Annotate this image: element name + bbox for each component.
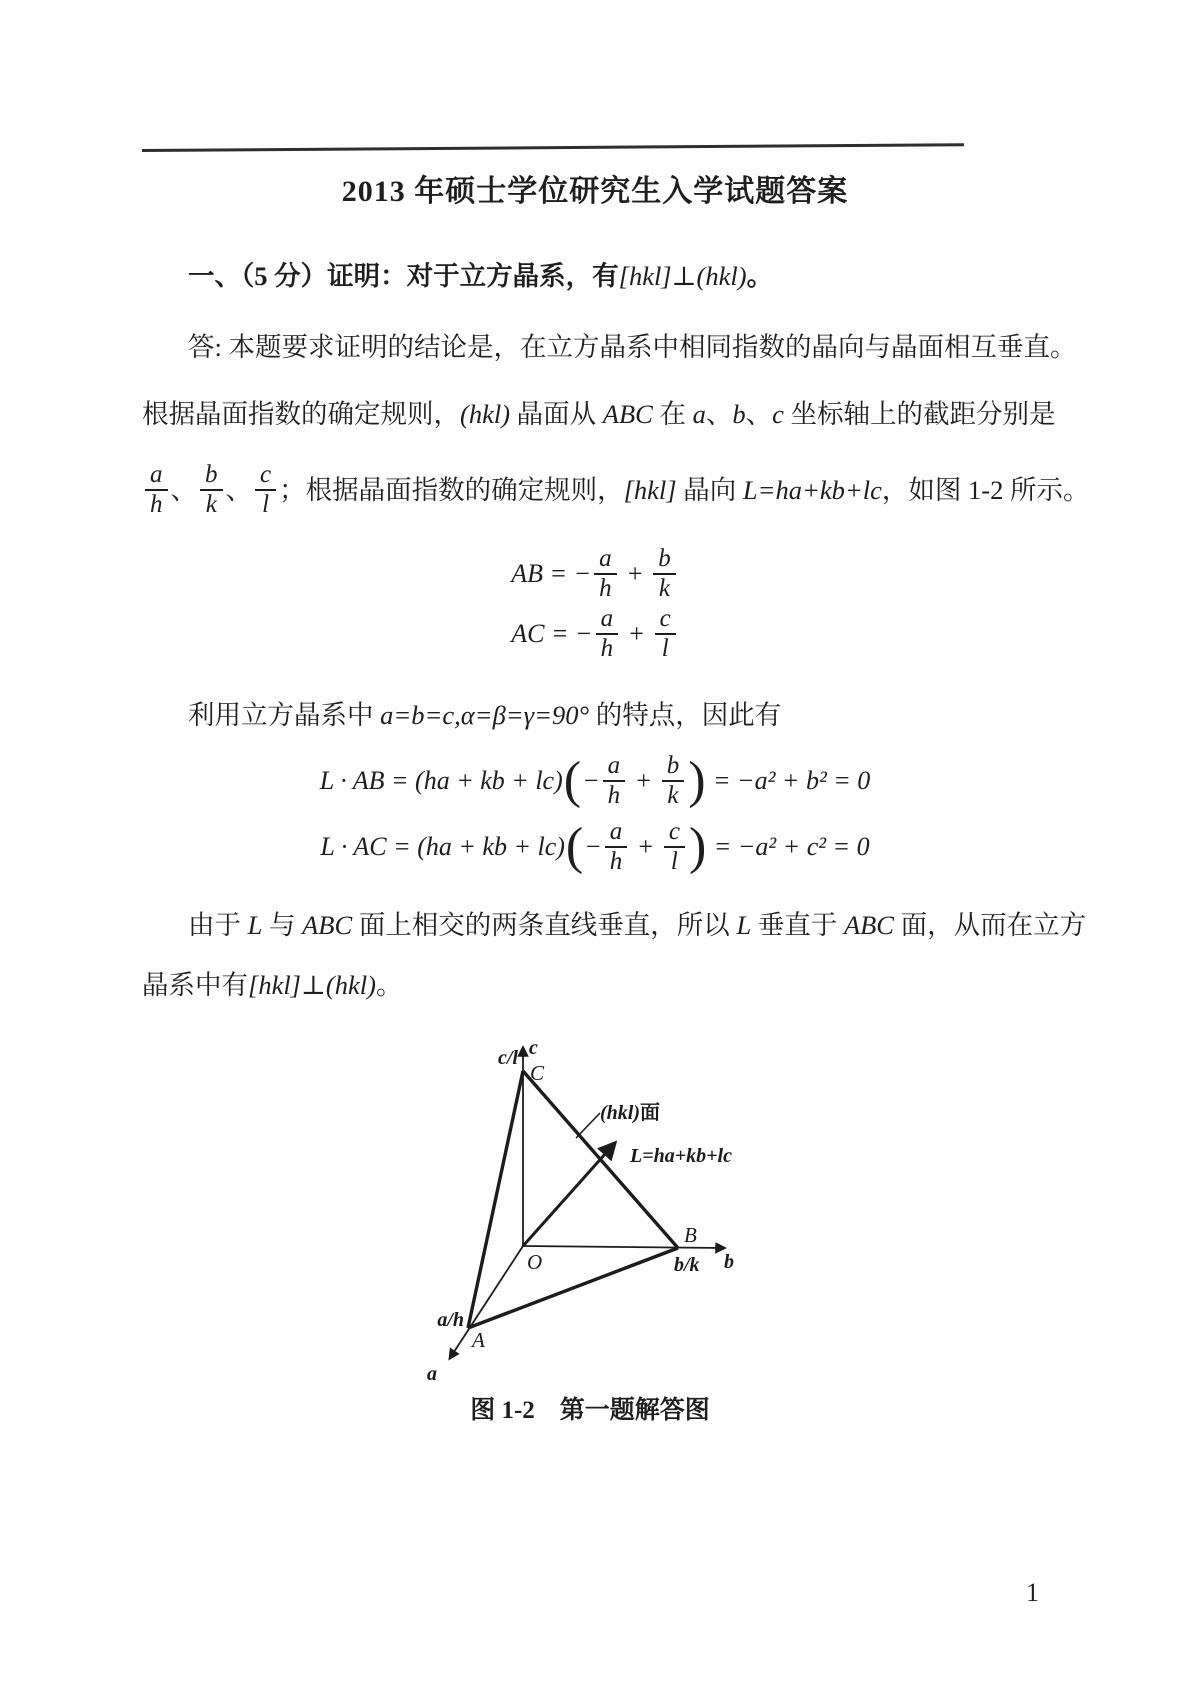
text-segment: a=b=c,α=β=γ=90° — [380, 700, 590, 730]
text-segment: ；根据晶面指数的确定规则， — [279, 474, 624, 505]
text-segment: 、 — [170, 474, 197, 505]
text-segment: 。 — [746, 261, 774, 291]
fraction: $\frac{a}{h}$ — [145, 462, 168, 519]
text-segment: c — [772, 399, 784, 429]
text-segment: + — [619, 559, 651, 589]
page-number: 1 — [1026, 1578, 1039, 1607]
text-segment: = −a² + c² = 0 — [707, 832, 870, 862]
text-segment: b — [732, 399, 746, 429]
text-segment: + — [628, 766, 659, 796]
text-segment: L — [736, 910, 752, 940]
fraction: $\frac{b}{k}$ — [662, 753, 685, 810]
text-segment: − — [584, 832, 602, 862]
text-segment: [hkl]⊥(hkl) — [248, 970, 376, 1000]
text-segment: (ha + kb + lc) — [415, 766, 563, 796]
header-rule — [142, 143, 964, 152]
label-c-axis: c — [529, 1037, 538, 1059]
page-title: 2013 年硕士学位研究生入学试题答案 — [341, 175, 849, 208]
text-segment: + — [630, 832, 661, 862]
label-point-c: C — [530, 1061, 545, 1085]
triangle-edge-ab — [468, 1248, 678, 1328]
text-segment: 垂直于 — [751, 910, 844, 940]
question-heading — [188, 260, 773, 293]
fraction: $\frac{b}{k}$ — [653, 546, 676, 603]
plane-label-leader-line — [576, 1113, 600, 1138]
a-axis-line — [450, 1246, 523, 1358]
text-segment: L · AB = — [319, 766, 416, 796]
text-segment: (hkl) — [460, 399, 511, 429]
text-segment: (ha + kb + lc) — [417, 832, 565, 862]
formula-ac — [0, 606, 1190, 663]
fraction: $\frac{c}{l}$ — [255, 462, 276, 519]
text-segment: 、 — [705, 399, 733, 429]
text-segment: L — [247, 910, 263, 940]
text-segment: + — [621, 619, 652, 649]
text-segment: 晶系中有 — [142, 970, 248, 1000]
text-segment: 晶面从 — [510, 399, 603, 429]
text-segment: = −a² + b² = 0 — [706, 766, 871, 796]
label-origin: O — [527, 1250, 543, 1274]
text-segment: [hkl] — [623, 474, 677, 505]
answer-paragraph-5-conclusion — [188, 909, 1086, 942]
text-segment: 坐标轴上的截距分别是 — [783, 399, 1056, 429]
label-c-intercept: c/l — [498, 1047, 518, 1069]
text-segment: a — [692, 399, 706, 429]
fraction: $\frac{a}{h}$ — [594, 546, 617, 603]
label-hkl-plane: (hkl)面 — [600, 1102, 660, 1124]
text-segment: 、 — [225, 474, 252, 505]
fraction: $\frac{c}{l}$ — [655, 606, 676, 663]
text-segment: 晶向 — [676, 474, 743, 505]
text-segment: ABC — [302, 910, 353, 940]
text-segment: L=ha+kb+lc — [742, 474, 882, 505]
label-b-intercept: b/k — [674, 1254, 700, 1276]
formula-l-dot-ab: L · AB = (ha + kb + lc) ( − $\frac{a}{h}$ + $\frac{b}{k}$ ) = −a² + b² = 0 — [319, 752, 871, 810]
fraction: $\frac{a}{h}$ — [603, 753, 626, 810]
label-point-a: A — [472, 1328, 485, 1352]
answer-paragraph-6-conclusion-end — [142, 969, 402, 1002]
formula-ab — [0, 546, 1190, 603]
formula-l-dot-ac: L · AC = (ha + kb + lc) ( − $\frac{a}{h}$ + $\frac{c}{l}$ ) = −a² + c² = 0 — [320, 818, 870, 876]
text-segment: 与 — [262, 910, 303, 940]
label-a-intercept: a/h — [437, 1309, 464, 1331]
text-segment: 的特点，因此有 — [589, 700, 782, 730]
text-segment: 由于 — [188, 910, 248, 940]
text-segment: ABC — [843, 910, 894, 940]
text-segment: 利用立方晶系中 — [188, 700, 381, 730]
direction-l-arrow — [523, 1144, 614, 1246]
text-segment: − — [582, 766, 600, 796]
label-b-axis: b — [724, 1251, 734, 1273]
label-point-b: B — [684, 1223, 697, 1247]
fraction: $\frac{a}{h}$ — [605, 819, 628, 876]
text-segment: 一、（5 分）证明：对于立方晶系，有 — [188, 261, 619, 291]
text-segment: [hkl]⊥(hkl) — [618, 261, 747, 291]
figure-caption: 图 1-2 第一题解答图 — [470, 1397, 710, 1424]
text-segment: 根据晶面指数的确定规则， — [142, 399, 460, 429]
text-segment: ABC — [602, 399, 653, 429]
figure-1-2-diagram — [380, 1028, 760, 1388]
answer-paragraph-4-cubic-property — [188, 699, 781, 732]
text-segment: 在 — [652, 399, 693, 429]
text-segment: AB = − — [511, 559, 592, 589]
fraction: $\frac{a}{h}$ — [596, 606, 619, 663]
label-a-axis: a — [427, 1363, 437, 1385]
text-segment: 面，从而在立方 — [894, 910, 1087, 940]
text-segment: AC = − — [511, 619, 593, 649]
answer-paragraph-2 — [142, 398, 1055, 431]
text-segment: ，如图 1-2 所示。 — [881, 474, 1090, 505]
text-segment: L · AC = — [320, 832, 418, 862]
answer-paragraph-3-intercepts — [142, 462, 1089, 519]
text-segment: 面上相交的两条直线垂直，所以 — [352, 910, 737, 940]
fraction: $\frac{c}{l}$ — [664, 819, 685, 876]
text-segment: 。 — [375, 970, 403, 1000]
fraction: $\frac{b}{k}$ — [200, 462, 223, 519]
text-segment: 、 — [745, 399, 773, 429]
answer-paragraph-1: 答: 本题要求证明的结论是，在立方晶系中相同指数的晶向与晶面相互垂直。 — [188, 332, 1077, 362]
label-l-direction: L=ha+kb+lc — [630, 1145, 732, 1167]
